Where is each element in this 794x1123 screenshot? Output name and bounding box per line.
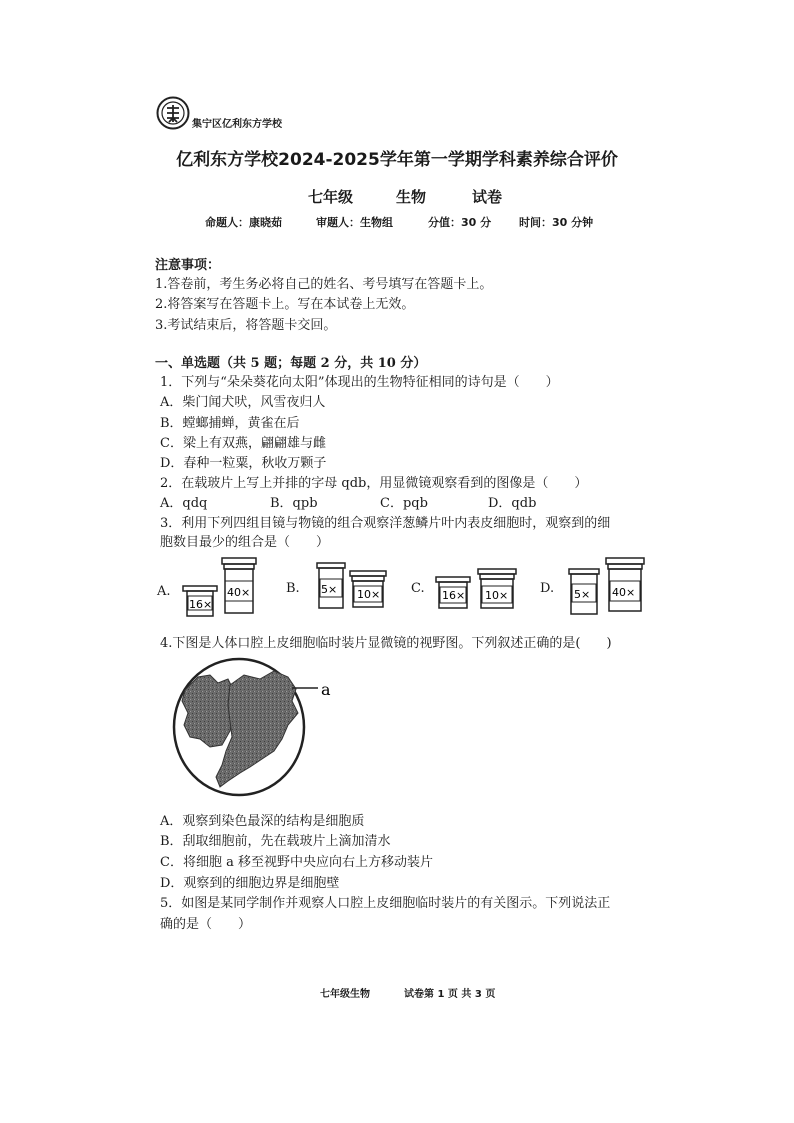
label-a: a bbox=[321, 680, 331, 699]
q4-option-a: A．观察到染色最深的结构是细胞质 bbox=[160, 814, 365, 829]
q3-option-b-letter: B. bbox=[286, 581, 300, 596]
q1-option-c: C．梁上有双燕，翩翩雄与雌 bbox=[160, 436, 326, 451]
objective-icon bbox=[606, 558, 644, 611]
objective-mag: 40× bbox=[612, 586, 636, 599]
author-info: 命题人：康晓茹 bbox=[205, 216, 282, 229]
note-item: 3.考试结束后，将答题卡交回。 bbox=[155, 318, 337, 333]
reviewer-info: 审题人：生物组 bbox=[316, 216, 393, 229]
q1-option-b: B．螳螂捕蝉，黄雀在后 bbox=[160, 416, 300, 431]
q3-stem: 3．利用下列四组目镜与物镜的组合观察洋葱鳞片叶内表皮细胞时，观察到的细 bbox=[160, 516, 611, 531]
q3-stem-cont: 胞数目最少的组合是（ ） bbox=[160, 535, 330, 550]
note-item: 2.将答案写在答题卡上。写在本试卷上无效。 bbox=[155, 297, 415, 312]
q3-option-c-lenses bbox=[434, 566, 534, 614]
q4-stem: 4.下图是人体口腔上皮细胞临时装片显微镜的视野图。下列叙述正确的是( ) bbox=[160, 636, 612, 651]
note-item: 1.答卷前，考生务必将自己的姓名、考号填写在答题卡上。 bbox=[155, 277, 493, 292]
exam-title: 亿利东方学校2024-2025学年第一学期学科素养综合评价 bbox=[176, 150, 618, 170]
q2-stem: 2．在载玻片上写上并排的字母 qdb，用显微镜观察看到的图像是（ ） bbox=[160, 476, 588, 491]
q2-option-d: D．qdb bbox=[488, 496, 537, 511]
objective-mag: 10× bbox=[357, 588, 381, 601]
q1-option-a: A．柴门闻犬吠，风雪夜归人 bbox=[160, 395, 326, 410]
q2-option-b: B．qpb bbox=[270, 496, 318, 511]
school-logo bbox=[156, 96, 190, 130]
eyepiece-mag: 16× bbox=[189, 598, 213, 611]
score-info: 分值：30 分 bbox=[428, 216, 492, 229]
footer-page-info: 试卷第 1 页 共 3 页 bbox=[404, 989, 496, 1000]
paper-label: 试卷 bbox=[472, 188, 503, 206]
q5-stem: 5．如图是某同学制作并观察人口腔上皮细胞临时装片的有关图示。下列说法正 bbox=[160, 896, 611, 911]
q2-option-a: A．qdq bbox=[160, 496, 208, 511]
epithelial-cell-left bbox=[182, 675, 234, 747]
q1-stem: 1．下列与“朵朵葵花向太阳”体现出的生物特征相同的诗句是（ ） bbox=[160, 375, 559, 390]
section-heading: 一、单选题（共 5 题；每题 2 分，共 10 分） bbox=[155, 356, 427, 371]
objective-mag: 10× bbox=[485, 589, 509, 602]
eyepiece-mag: 16× bbox=[442, 589, 466, 602]
q3-option-a-letter: A. bbox=[157, 584, 171, 599]
subject-label: 生物 bbox=[396, 188, 427, 206]
q4-option-c: C．将细胞 a 移至视野中央应向右上方移动装片 bbox=[160, 855, 433, 870]
q3-option-d-lenses bbox=[568, 557, 652, 617]
q3-option-b-lenses bbox=[316, 561, 396, 613]
grade-label: 七年级 bbox=[308, 188, 354, 206]
eyepiece-mag: 5× bbox=[574, 588, 591, 601]
q3-option-a-lenses bbox=[180, 556, 270, 618]
q3-option-c-letter: C. bbox=[411, 581, 425, 596]
microscope-field-figure bbox=[170, 655, 340, 805]
q1-option-d: D．春种一粒粟，秋收万颗子 bbox=[160, 456, 327, 471]
q4-option-b: B．刮取细胞前，先在载玻片上滴加清水 bbox=[160, 834, 391, 849]
q5-stem-cont: 确的是（ ） bbox=[160, 917, 252, 932]
footer-course: 七年级生物 bbox=[320, 989, 370, 1000]
time-info: 时间：30 分钟 bbox=[519, 216, 594, 229]
notes-heading: 注意事项： bbox=[155, 258, 221, 273]
q4-option-d: D．观察到的细胞边界是细胞壁 bbox=[160, 876, 340, 891]
school-name: 集宁区亿利东方学校 bbox=[192, 119, 282, 130]
q3-option-d-letter: D. bbox=[540, 581, 555, 596]
objective-mag: 40× bbox=[227, 586, 251, 599]
q2-option-c: C．pqb bbox=[380, 496, 428, 511]
eyepiece-mag: 5× bbox=[321, 583, 338, 596]
